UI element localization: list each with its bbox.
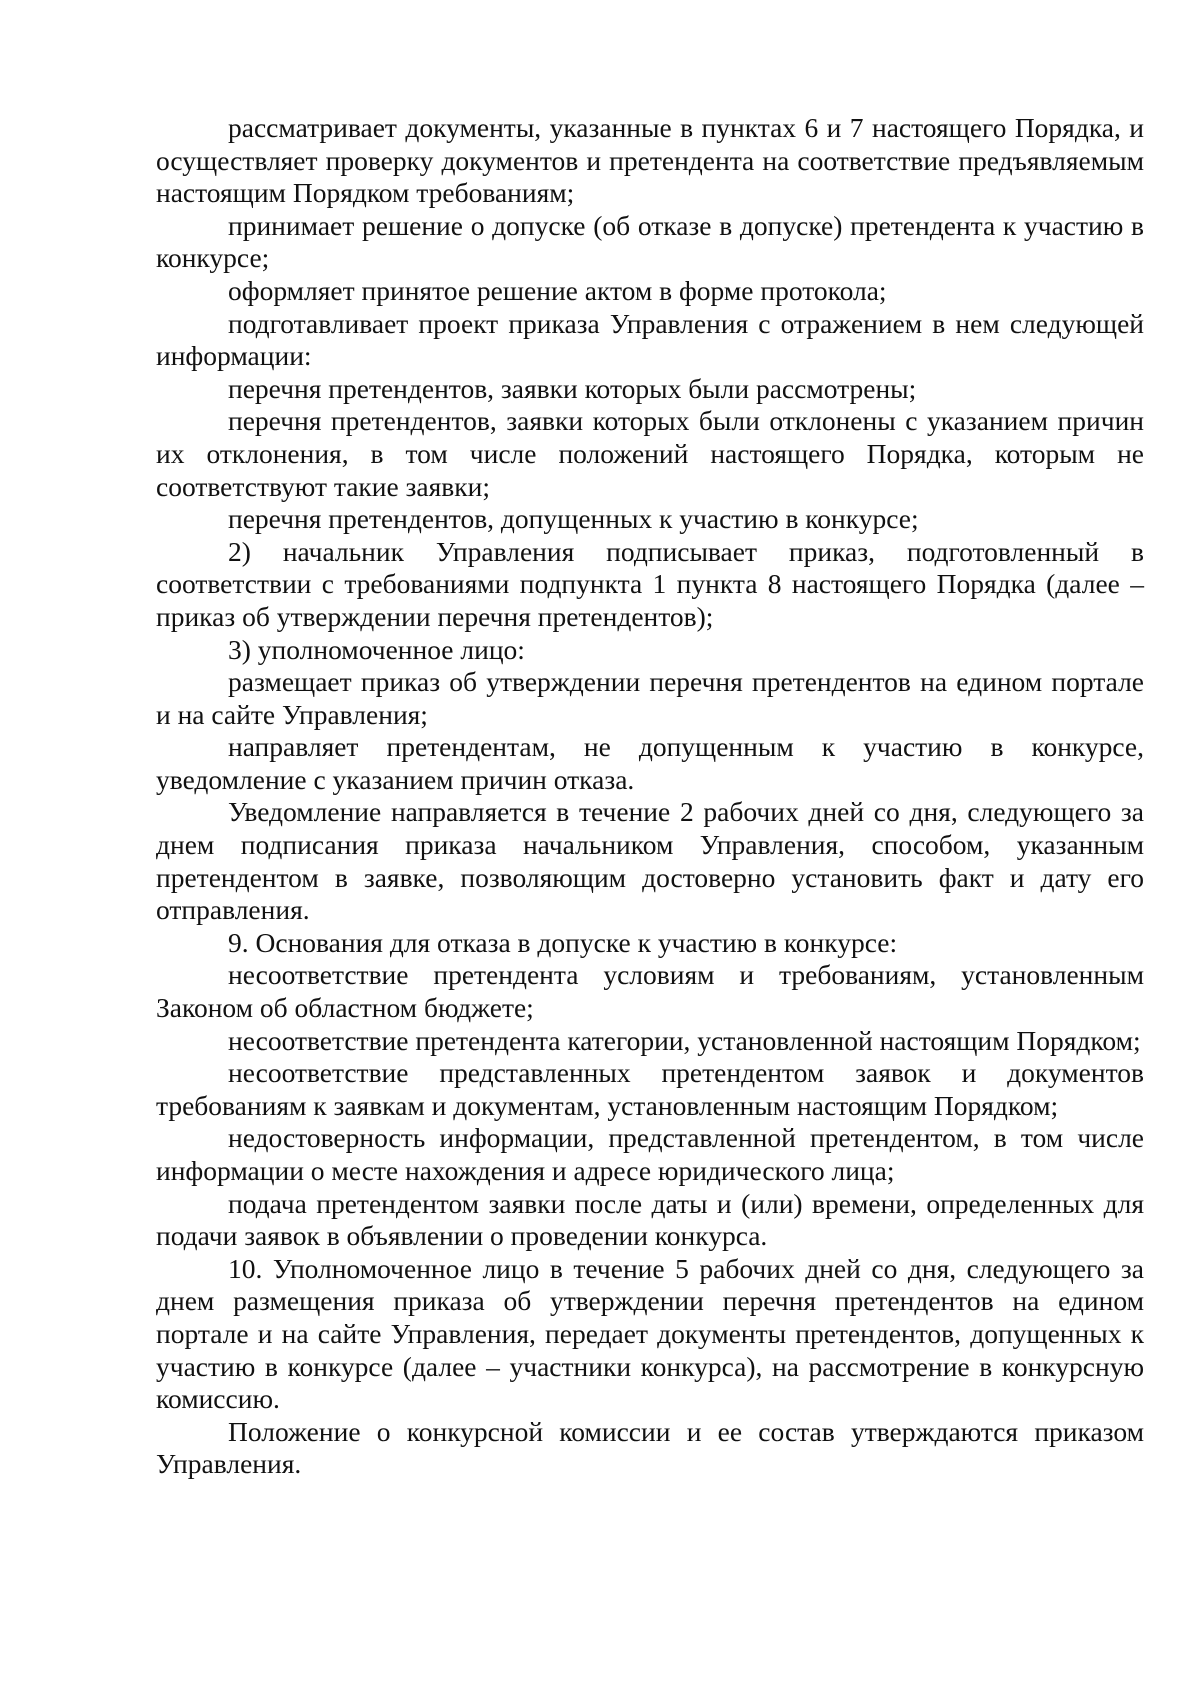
paragraph-late-submission: подача претендентом заявки после даты и (или) времени, определенных для подачи заявок в объявлении о проведении конкурса. (156, 1187, 1144, 1252)
paragraph-notice-timing: Уведомление направляется в течение 2 рабочих дней со дня, следующего за днем подписания приказа начальником Управления, способом, указанным претендентом в заявке, позволяющим достоверно установить факт и дату его отправления. (156, 796, 1144, 926)
paragraph-rejected-list: перечня претендентов, заявки которых были отклонены с указанием причин их отклонения, в том числе положений настоящего Порядка, которым не соответствуют такие заявки; (156, 405, 1144, 502)
paragraph-reviewed-list: перечня претендентов, заявки которых были рассмотрены; (228, 372, 917, 404)
paragraph-protocol: оформляет принятое решение актом в форме протокола; (228, 274, 887, 306)
paragraph-authorized-person: 3) уполномоченное лицо: (228, 633, 525, 665)
paragraph-send-notice: направляет претендентам, не допущенным к участию в конкурсе, уведомление с указанием причин отказа. (156, 731, 1144, 795)
paragraph-commission-regulation: Положение о конкурсной комиссии и ее состав утверждаются приказом Управления. (156, 1415, 1144, 1480)
document-body (156, 112, 1144, 1481)
paragraph-head-signs-order: 2) начальник Управления подписывает приказ, подготовленный в соответствии с требованиями подпункта 1 пункта 8 настоящего Порядка (далее – приказ об утверждении перечня претендентов); (156, 535, 1144, 632)
paragraph-mismatch-category: несоответствие претендента категории, установленной настоящим Порядком; (228, 1024, 1141, 1056)
paragraph-review-documents: рассматривает документы, указанные в пунктах 6 и 7 настоящего Порядка, и осуществляет проверку документов и претендента на соответствие предъявляемым настоящим Порядком требованиям; (156, 112, 1144, 209)
paragraph-unreliable-info: недостоверность информации, представленной претендентом, в том числе информации о месте нахождения и адресе юридического лица; (156, 1122, 1144, 1186)
paragraph-section-9-heading: 9. Основания для отказа в допуске к участию в конкурсе: (228, 926, 898, 958)
paragraph-admitted-list: перечня претендентов, допущенных к участию в конкурсе; (228, 503, 919, 535)
paragraph-mismatch-documents: несоответствие представленных претендентом заявок и документов требованиям к заявкам и документам, установленным настоящим Порядком; (156, 1057, 1144, 1121)
paragraph-section-10: 10. Уполномоченное лицо в течение 5 рабочих дней со дня, следующего за днем размещения приказа об утверждении перечня претендентов на едином портале и на сайте Управления, передает документы претендентов, допущенных к участию в конкурсе (далее – участники конкурса), на рассмотрение в конкурсную комиссию. (156, 1252, 1144, 1415)
paragraph-mismatch-conditions: несоответствие претендента условиям и требованиям, установленным Законом об областном бюджете; (156, 959, 1144, 1024)
paragraph-publish-order: размещает приказ об утверждении перечня претендентов на едином портале и на сайте Управления; (156, 666, 1144, 730)
paragraph-draft-order: подготавливает проект приказа Управления с отражением в нем следующей информации: (156, 307, 1144, 372)
paragraph-admission-decision: принимает решение о допуске (об отказе в допуске) претендента к участию в конкурсе; (156, 209, 1144, 274)
